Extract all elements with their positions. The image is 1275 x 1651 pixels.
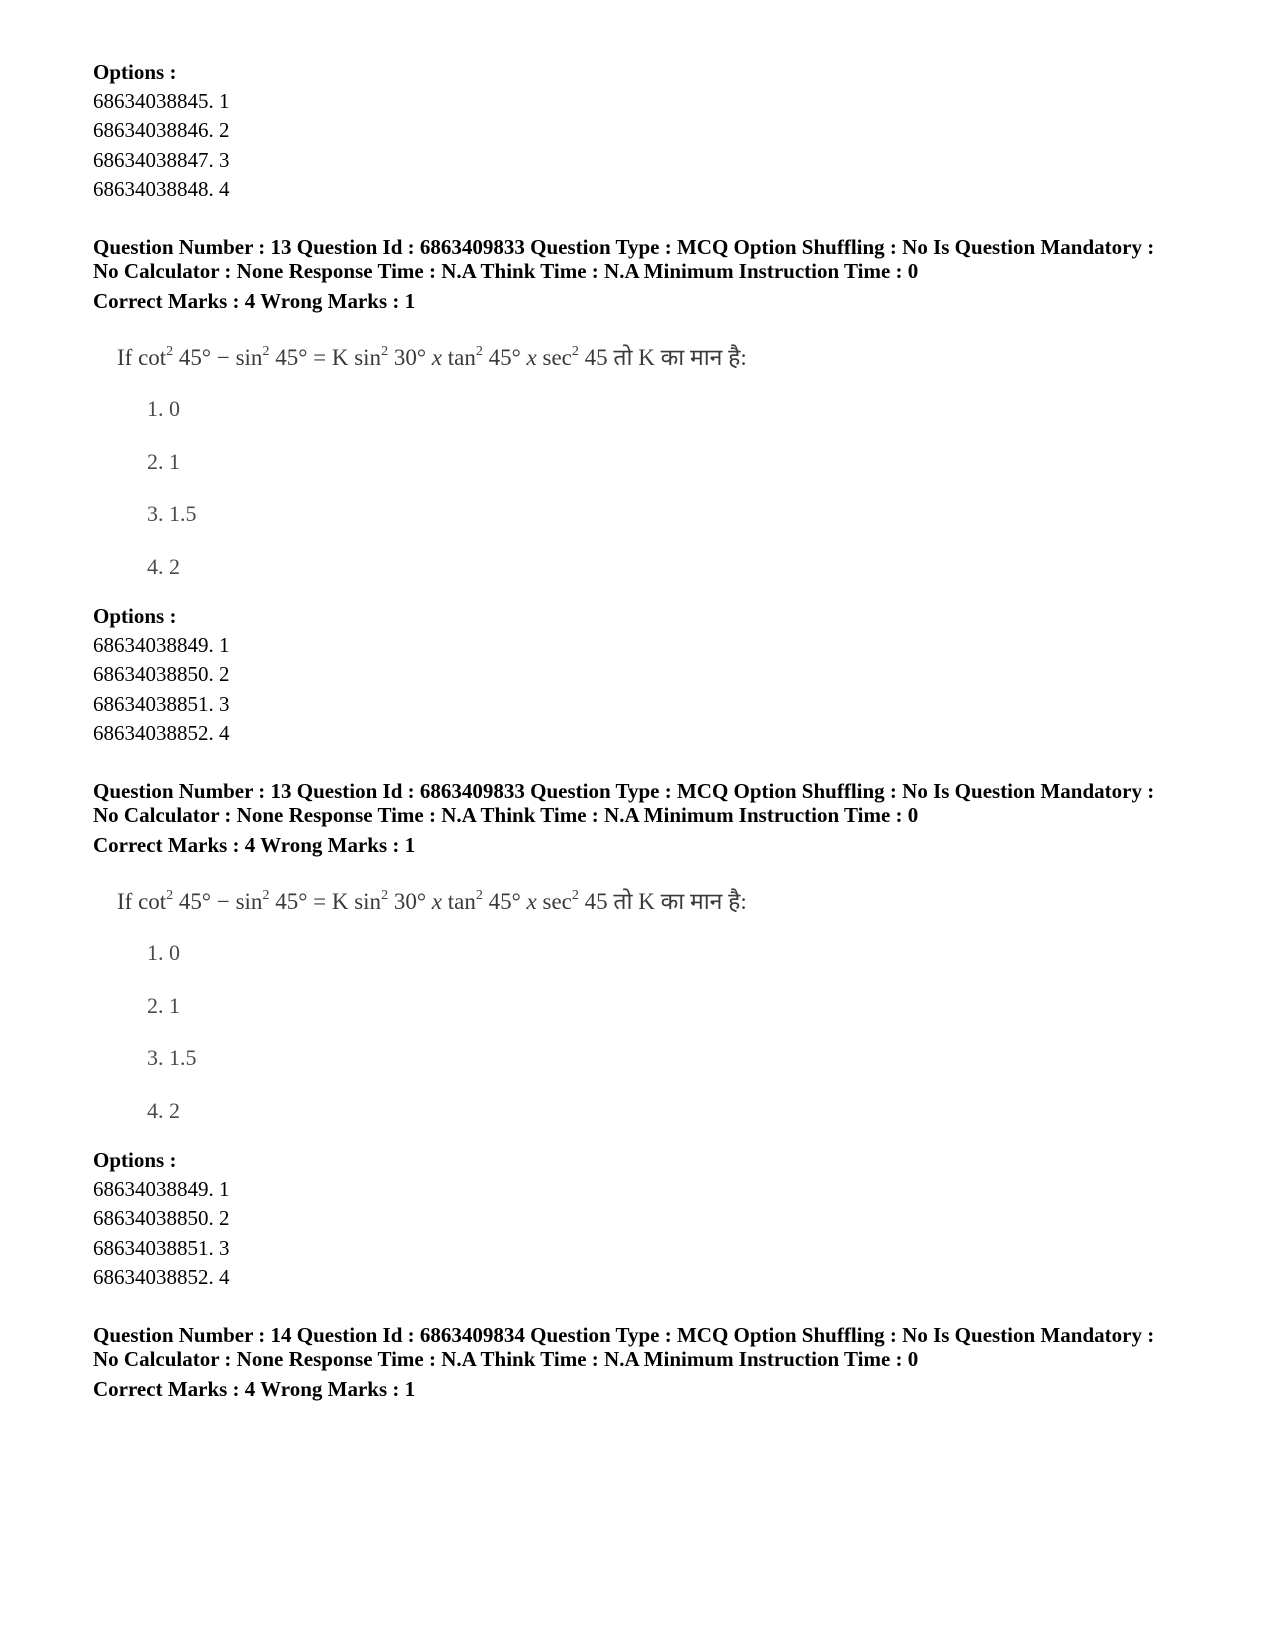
question-stem: If $\cot^2 45^\circ - \sin^2 45^\circ = K$ $\sin^2 30^\circ$ x $\tan^2 45^\circ$ x $\sec^2 45$ तो K का मान है:: [117, 888, 747, 914]
option-line: 68634038851. 3: [93, 1235, 230, 1260]
question-stem: If $\cot^2 45^\circ - \sin^2 45^\circ = K$ $\sin^2 30^\circ$ x $\tan^2 45^\circ$ x $\sec^2 45$ तो K का मान है:: [117, 344, 747, 370]
options-heading: Options :: [93, 1148, 177, 1172]
choice-3: 3. 1.5: [147, 501, 197, 526]
question-meta-line-2: No Calculator : None Response Time : N.A Think Time : N.A Minimum Instruction Time : 0: [93, 259, 919, 283]
options-block-3: [93, 1146, 1193, 1292]
choice-3: 3. 1.5: [147, 1045, 197, 1070]
option-line: 68634038845. 1: [93, 89, 230, 113]
question-meta-line-1: Question Number : 13 Question Id : 6863409833 Question Type : MCQ Option Shuffling : No Is Question Mandatory :: [93, 235, 1155, 259]
question-b-header: [93, 779, 1193, 857]
option-line: 68634038848. 4: [93, 176, 230, 201]
question-meta-line-1: Question Number : 13 Question Id : 6863409833 Question Type : MCQ Option Shuffling : No Is Question Mandatory :: [93, 779, 1155, 803]
options-block-2: [93, 602, 1193, 748]
choice-2: 2. 1: [147, 449, 180, 474]
question-c-header: [93, 1323, 1193, 1401]
option-line: 68634038852. 4: [93, 720, 230, 745]
option-line: 68634038847. 3: [93, 147, 230, 172]
option-line: 68634038850. 2: [93, 1206, 230, 1231]
option-line: 68634038849. 1: [93, 1177, 230, 1201]
option-line: 68634038852. 4: [93, 1264, 230, 1289]
choice-4: 4. 2: [147, 554, 180, 579]
choice-1: 1. 0: [147, 396, 180, 421]
choice-2: 2. 1: [147, 993, 180, 1018]
question-meta-line-1: Question Number : 14 Question Id : 6863409834 Question Type : MCQ Option Shuffling : No Is Question Mandatory :: [93, 1323, 1155, 1347]
question-b-image: [93, 884, 813, 1134]
options-block-1: [93, 58, 1193, 204]
question-marks: Correct Marks : 4 Wrong Marks : 1: [93, 289, 416, 313]
question-meta-line-2: No Calculator : None Response Time : N.A Think Time : N.A Minimum Instruction Time : 0: [93, 803, 919, 827]
option-line: 68634038846. 2: [93, 118, 230, 143]
options-heading: Options :: [93, 604, 177, 628]
option-line: 68634038850. 2: [93, 662, 230, 687]
options-heading: Options :: [93, 60, 177, 84]
question-marks: Correct Marks : 4 Wrong Marks : 1: [93, 1377, 416, 1401]
question-a-image: [93, 340, 813, 590]
question-marks: Correct Marks : 4 Wrong Marks : 1: [93, 833, 416, 857]
question-a-header: [93, 235, 1193, 313]
option-line: 68634038849. 1: [93, 633, 230, 657]
choice-1: 1. 0: [147, 940, 180, 965]
question-meta-line-2: No Calculator : None Response Time : N.A Think Time : N.A Minimum Instruction Time : 0: [93, 1347, 919, 1371]
option-line: 68634038851. 3: [93, 691, 230, 716]
choice-4: 4. 2: [147, 1098, 180, 1123]
